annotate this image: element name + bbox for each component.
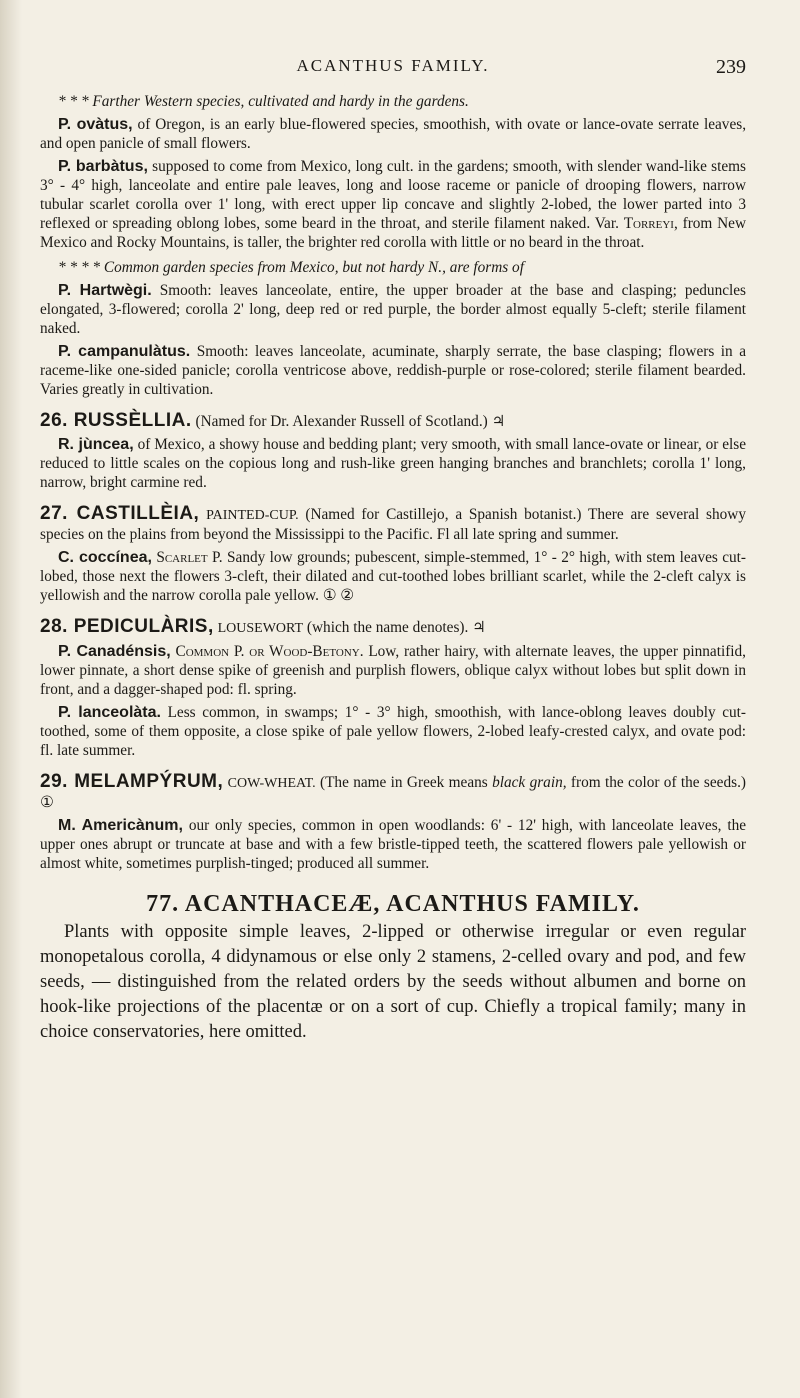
species-name: P. campanulàtus.: [58, 343, 191, 360]
variety-label: Var.: [594, 215, 619, 232]
genus-note: (The name in Greek means: [319, 774, 488, 791]
species-americanum: [40, 816, 746, 873]
species-description: Sandy low grounds; pubescent, simple-stemmed, 1° - 2° high, with stem leaves cut-lobed, those next the flowers 3-cleft, their dilated and cut-toothed lobes brilliant scarlet, while the 2-cleft calyx is yellowish and the narrow corolla pale yellow.: [40, 549, 747, 604]
family-description: Plants with opposite simple leaves, 2-lipped or otherwise irregular or even regular monopetalous corolla, 4 didynamous or else only 2 stamens, 2-celled ovary and pod, and few seeds, — distinguished from the related orders by the seeds without albumen and borne on hook-like projections of the placentæ or on a sort of cup. Chiefly a tropical family; many in choice conservatories, here omitted.: [40, 922, 746, 1042]
species-description: Low, rather hairy, with alternate leaves, the upper pinnatifid, lower pinnate, a short dense spike of greenish and purplish flowers, oblique calyx without lobes but split down in front, and a dagger-shaped pod: fl. spring.: [40, 643, 747, 698]
species-name: P. Hartwègi.: [58, 282, 152, 299]
duration-symbol: ①: [40, 794, 54, 811]
genus-russelia: [40, 411, 746, 431]
species-description: our only species, common in open woodlands: 6' - 12' high, with lanceolate leaves, the upper ones abrupt or truncate at base and with a few bristle-tipped teeth, the scattered flowers pale yellowish or almost white, sometimes purplish-tinged; produced all summer.: [40, 817, 747, 872]
running-title: ACANTHUS FAMILY.: [296, 56, 490, 75]
species-description: Smooth: leaves lanceolate, entire, the upper broader at the base and clasping; peduncles elongated, 3-flowered; corolla 2' long, deep red or red purple, the border almost equally 5-cleft; sterile filament naked.: [40, 282, 746, 337]
genus-heading: 28. PEDICULÀRIS,: [40, 616, 214, 637]
species-hartwegi: [40, 281, 746, 338]
species-coccinea: [40, 548, 746, 605]
running-head: [40, 56, 746, 84]
genus-common-name: LOUSEWORT: [217, 621, 304, 636]
genus-melampyrum: [40, 772, 746, 812]
genus-note-emphasis: black grain,: [492, 774, 567, 791]
species-description: Smooth: leaves lanceolate, acuminate, sharply serrate, the base clasping; flowers in a raceme-like one-sided panicle; corolla ventricose above, reddish-purple or rose-colored; sterile filament bearded. Varies greatly in cultivation.: [40, 343, 746, 398]
species-campanulatus: [40, 342, 746, 399]
genus-heading: 26. RUSSÈLLIA.: [40, 410, 192, 431]
duration-symbol: ♃: [472, 619, 486, 636]
page-number: 239: [716, 56, 746, 78]
species-canadensis: [40, 642, 746, 699]
genus-note: (Named for Castillejo, a Spanish botanist.) There are several showy species on the plains from beyond the Mississippi to the Pacific. Fl all late spring and summer.: [40, 506, 746, 543]
species-ovatus: [40, 115, 746, 153]
genus-heading: 29. MELAMPÝRUM,: [40, 771, 224, 792]
species-description: supposed to come from Mexico, long cult. in the gardens; smooth, with slender wand-like stems 3° - 4° high, lanceolate and entire pale leaves, long and loose raceme or panicle of drooping flowers, narrow tubular scarlet corolla over 1' long, with erect upper lip concave and slightly 2-lobed, the lower parted into 3 reflexed or spreading oblong lobes, some beard in the throat, and sterile filament naked.: [40, 158, 746, 232]
species-name: P. lanceolàta.: [58, 704, 161, 721]
family-heading: [40, 891, 746, 917]
species-name: C. coccínea,: [58, 549, 152, 566]
duration-symbol: ♃: [491, 413, 506, 430]
genus-castilleia: [40, 504, 746, 544]
species-name: M. Americànum,: [58, 817, 183, 834]
group-heading-mexico: * * * * Common garden species from Mexico, but not hardy N., are forms of: [58, 259, 524, 276]
duration-symbol: ① ②: [322, 587, 355, 604]
family-heading-common: ACANTHUS FAMILY.: [386, 891, 640, 917]
species-description: Less common, in swamps; 1° - 3° high, smoothish, with lance-oblong leaves doubly cut-toothed, some of them opposite, a close spike of pale yellow flowers, 2-lobed leafy-crested calyx, and ovate pod: fl. late summer.: [40, 704, 747, 759]
species-name: P. Canadénsis,: [58, 643, 171, 660]
group-heading-western: * * * Farther Western species, cultivated and hardy in the gardens.: [58, 93, 469, 110]
genus-common-name: PAINTED-CUP.: [206, 508, 299, 523]
genus-heading: 27. CASTILLÈIA,: [40, 503, 200, 524]
species-lanceolata: [40, 703, 746, 760]
variety-name: Torreyi,: [623, 215, 678, 232]
genus-note: (which the name denotes).: [306, 619, 469, 636]
species-name: P. barbàtus,: [58, 158, 148, 175]
species-common-name: Common P. or Wood-Betony.: [175, 643, 364, 660]
species-name: P. ovàtus,: [58, 116, 133, 133]
genus-pedicularis: [40, 617, 746, 638]
family-heading-number: 77. ACANTHACEÆ,: [146, 891, 381, 917]
genus-note: (Named for Dr. Alexander Russell of Scotland.): [195, 413, 488, 430]
species-description: of Oregon, is an early blue-flowered species, smoothish, with ovate or lance-ovate serrate leaves, and open panicle of small flowers.: [40, 116, 747, 152]
genus-common-name: COW-WHEAT.: [227, 776, 316, 791]
species-barbatus: [40, 157, 746, 252]
species-juncea: [40, 435, 746, 492]
species-description: of Mexico, a showy house and bedding plant; very smooth, with small lance-ovate or linear, or else reduced to little scales on the copious long and rush-like green hanging branches and branchlets; corolla 1' long, narrow, bright carmine red.: [40, 436, 746, 491]
genus-note-end: from the color of the seeds.): [570, 774, 746, 791]
species-name: R. jùncea,: [58, 436, 134, 453]
species-common-name: Scarlet P.: [156, 549, 223, 566]
variety-description: from New Mexico and Rocky Mountains, is taller, the brighter red corolla with little or no beard in the throat.: [40, 215, 746, 251]
